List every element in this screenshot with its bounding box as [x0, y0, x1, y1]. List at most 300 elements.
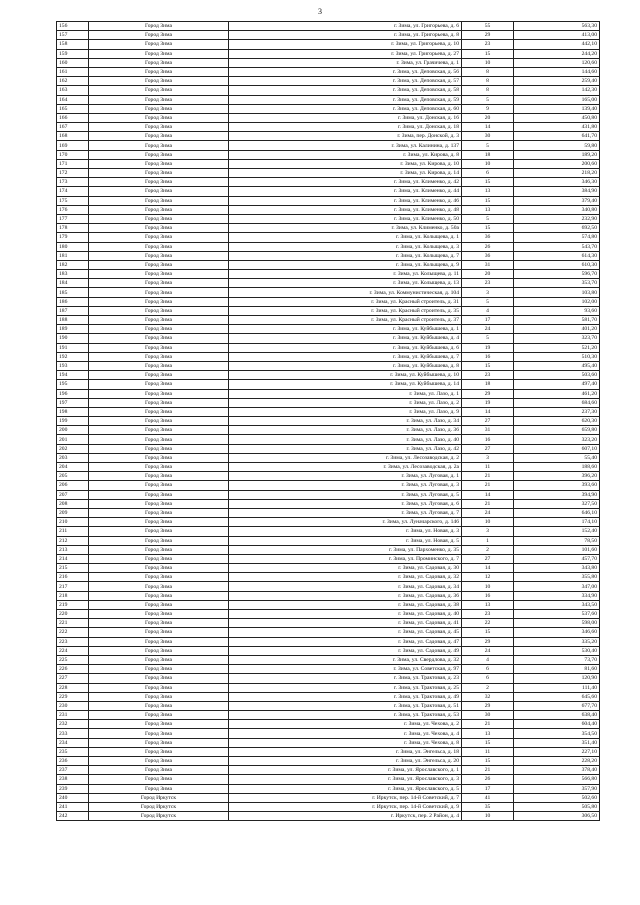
amount-cell: 401,20: [514, 325, 600, 334]
amount-cell: 244,20: [514, 49, 600, 58]
table-row: [57, 58, 600, 67]
amount-cell: 200,60: [514, 159, 600, 168]
table-row: [57, 481, 600, 490]
address-cell: г. Зима, ул. Ярославского, д. 5: [229, 784, 462, 793]
city-cell: Город Зима: [89, 132, 229, 141]
table-row: [57, 334, 600, 343]
amount-cell: 497,40: [514, 380, 600, 389]
amount-cell: 598,00: [514, 619, 600, 628]
quantity-cell: 12: [462, 573, 514, 582]
address-cell: г. Зима, ул. Григорьева, д. 10: [229, 40, 462, 49]
table-row: [57, 233, 600, 242]
table-row: [57, 22, 600, 31]
table-row: [57, 793, 600, 802]
row-number-cell: 197: [57, 398, 89, 407]
row-number-cell: 200: [57, 426, 89, 435]
amount-cell: 677,70: [514, 701, 600, 710]
table-row: [57, 564, 600, 573]
row-number-cell: 159: [57, 49, 89, 58]
row-number-cell: 219: [57, 600, 89, 609]
amount-cell: 335,20: [514, 637, 600, 646]
address-cell: г. Зима, ул. Энгельса, д. 20: [229, 757, 462, 766]
quantity-cell: 11: [462, 463, 514, 472]
address-cell: г. Зима, ул. Колыщева, д. 1: [229, 233, 462, 242]
row-number-cell: 182: [57, 260, 89, 269]
address-cell: г. Зима, ул. Трактовая, д. 25: [229, 683, 462, 692]
address-cell: г. Зима, ул. Свердлова, д. 32: [229, 655, 462, 664]
quantity-cell: 29: [462, 31, 514, 40]
city-cell: Город Зима: [89, 766, 229, 775]
city-cell: Город Зима: [89, 251, 229, 260]
quantity-cell: 1: [462, 536, 514, 545]
row-number-cell: 218: [57, 591, 89, 600]
city-cell: Город Зима: [89, 49, 229, 58]
table-row: [57, 380, 600, 389]
table-row: [57, 224, 600, 233]
address-cell: г. Зима, ул. Садовая, д. 49: [229, 646, 462, 655]
quantity-cell: 6: [462, 674, 514, 683]
amount-cell: 93,60: [514, 306, 600, 315]
amount-cell: 396,20: [514, 472, 600, 481]
address-cell: г. Зима, ул. Донская, д. 18: [229, 123, 462, 132]
row-number-cell: 161: [57, 67, 89, 76]
amount-cell: 502,60: [514, 793, 600, 802]
amount-cell: 563,30: [514, 22, 600, 31]
row-number-cell: 157: [57, 31, 89, 40]
quantity-cell: 26: [462, 242, 514, 251]
table-row: [57, 31, 600, 40]
quantity-cell: 5: [462, 297, 514, 306]
address-cell: г. Зима, ул. Кирова, д. 8: [229, 150, 462, 159]
table-row: [57, 86, 600, 95]
amount-cell: 174,10: [514, 518, 600, 527]
city-cell: Город Зима: [89, 674, 229, 683]
table-row: [57, 196, 600, 205]
table-row: [57, 711, 600, 720]
city-cell: Город Зима: [89, 380, 229, 389]
row-number-cell: 174: [57, 187, 89, 196]
city-cell: Город Зима: [89, 738, 229, 747]
table-row: [57, 77, 600, 86]
table-row: [57, 132, 600, 141]
address-cell: г. Зима, ул. Луговая, д. 5: [229, 490, 462, 499]
amount-cell: 442,10: [514, 40, 600, 49]
city-cell: Город Зима: [89, 536, 229, 545]
address-table: [56, 21, 600, 821]
address-cell: г. Зима, ул. Колыщева, д. 13: [229, 279, 462, 288]
amount-cell: 323,20: [514, 435, 600, 444]
amount-cell: 521,20: [514, 343, 600, 352]
row-number-cell: 205: [57, 472, 89, 481]
table-row: [57, 747, 600, 756]
city-cell: Город Зима: [89, 655, 229, 664]
table-row: [57, 646, 600, 655]
address-cell: г. Зима, ул. Куйбышева, д. 8: [229, 361, 462, 370]
row-number-cell: 177: [57, 214, 89, 223]
row-number-cell: 166: [57, 113, 89, 122]
quantity-cell: 15: [462, 628, 514, 637]
table-row: [57, 426, 600, 435]
row-number-cell: 238: [57, 775, 89, 784]
amount-cell: 188,60: [514, 463, 600, 472]
city-cell: Город Зима: [89, 527, 229, 536]
row-number-cell: 228: [57, 683, 89, 692]
address-cell: г. Зима, ул. Лесозаводская, д. 2а: [229, 463, 462, 472]
quantity-cell: 32: [462, 692, 514, 701]
address-cell: г. Зима, ул. Деповская, д. 59: [229, 95, 462, 104]
row-number-cell: 208: [57, 499, 89, 508]
row-number-cell: 163: [57, 86, 89, 95]
address-cell: г. Зима, ул. Чехова, д. 8: [229, 738, 462, 747]
row-number-cell: 220: [57, 610, 89, 619]
amount-cell: 646,10: [514, 508, 600, 517]
city-cell: Город Зима: [89, 361, 229, 370]
row-number-cell: 172: [57, 169, 89, 178]
quantity-cell: 3: [462, 288, 514, 297]
address-cell: г. Зима, ул. Лазо, д. 9: [229, 407, 462, 416]
city-cell: Город Зима: [89, 619, 229, 628]
city-cell: Город Зима: [89, 573, 229, 582]
amount-cell: 346,30: [514, 178, 600, 187]
city-cell: Город Зима: [89, 481, 229, 490]
city-cell: Город Зима: [89, 141, 229, 150]
table-row: [57, 508, 600, 517]
row-number-cell: 203: [57, 453, 89, 462]
quantity-cell: 23: [462, 279, 514, 288]
amount-cell: 340,80: [514, 205, 600, 214]
row-number-cell: 191: [57, 343, 89, 352]
city-cell: Город Зима: [89, 316, 229, 325]
address-cell: г. Зима, пер. Донской, д. 3: [229, 132, 462, 141]
row-number-cell: 237: [57, 766, 89, 775]
row-number-cell: 171: [57, 159, 89, 168]
row-number-cell: 188: [57, 316, 89, 325]
city-cell: Город Зима: [89, 775, 229, 784]
city-cell: Город Зима: [89, 187, 229, 196]
table-row: [57, 729, 600, 738]
table-row: [57, 674, 600, 683]
city-cell: Город Зима: [89, 279, 229, 288]
table-row: [57, 417, 600, 426]
amount-cell: 334,90: [514, 591, 600, 600]
amount-cell: 505,80: [514, 802, 600, 811]
city-cell: Город Зима: [89, 453, 229, 462]
address-cell: г. Зима, ул. Садовая, д. 34: [229, 582, 462, 591]
amount-cell: 379,40: [514, 196, 600, 205]
table-row: [57, 701, 600, 710]
amount-cell: 620,30: [514, 417, 600, 426]
city-cell: Город Зима: [89, 178, 229, 187]
address-cell: г. Зима, ул. Трактовая, д. 53: [229, 711, 462, 720]
city-cell: Город Зима: [89, 123, 229, 132]
amount-cell: 495,40: [514, 361, 600, 370]
amount-cell: 218,20: [514, 169, 600, 178]
quantity-cell: 21: [462, 720, 514, 729]
city-cell: Город Зима: [89, 169, 229, 178]
row-number-cell: 210: [57, 518, 89, 527]
address-cell: г. Зима, ул. Лесозаводская, д. 2: [229, 453, 462, 462]
quantity-cell: 4: [462, 655, 514, 664]
address-cell: г. Зима, ул. Кирова, д. 14: [229, 169, 462, 178]
city-cell: Город Зима: [89, 747, 229, 756]
row-number-cell: 167: [57, 123, 89, 132]
address-cell: г. Зима, ул. Клименко, д. 42: [229, 178, 462, 187]
amount-cell: 306,50: [514, 812, 600, 821]
row-number-cell: 176: [57, 205, 89, 214]
row-number-cell: 232: [57, 720, 89, 729]
city-cell: Город Зима: [89, 196, 229, 205]
quantity-cell: 35: [462, 802, 514, 811]
row-number-cell: 190: [57, 334, 89, 343]
table-row: [57, 398, 600, 407]
city-cell: Город Зима: [89, 159, 229, 168]
city-cell: Город Зима: [89, 31, 229, 40]
amount-cell: 144,60: [514, 67, 600, 76]
table-row: [57, 472, 600, 481]
quantity-cell: 11: [462, 747, 514, 756]
amount-cell: 351,40: [514, 738, 600, 747]
row-number-cell: 195: [57, 380, 89, 389]
table-row: [57, 389, 600, 398]
row-number-cell: 222: [57, 628, 89, 637]
quantity-cell: 27: [462, 444, 514, 453]
row-number-cell: 181: [57, 251, 89, 260]
quantity-cell: 6: [462, 665, 514, 674]
row-number-cell: 156: [57, 22, 89, 31]
city-cell: Город Зима: [89, 325, 229, 334]
table-row: [57, 812, 600, 821]
city-cell: Город Зима: [89, 729, 229, 738]
row-number-cell: 184: [57, 279, 89, 288]
table-row: [57, 738, 600, 747]
row-number-cell: 241: [57, 802, 89, 811]
row-number-cell: 201: [57, 435, 89, 444]
amount-cell: 638,40: [514, 711, 600, 720]
amount-cell: 102,00: [514, 297, 600, 306]
quantity-cell: 23: [462, 610, 514, 619]
amount-cell: 189,20: [514, 150, 600, 159]
table-row: [57, 499, 600, 508]
address-cell: г. Зима, ул. Лазо, д. 1: [229, 389, 462, 398]
row-number-cell: 196: [57, 389, 89, 398]
table-row: [57, 766, 600, 775]
quantity-cell: 16: [462, 435, 514, 444]
row-number-cell: 164: [57, 95, 89, 104]
row-number-cell: 186: [57, 297, 89, 306]
amount-cell: 413,00: [514, 31, 600, 40]
amount-cell: 152,40: [514, 527, 600, 536]
amount-cell: 101,60: [514, 545, 600, 554]
amount-cell: 614,30: [514, 251, 600, 260]
table-row: [57, 288, 600, 297]
amount-cell: 228,20: [514, 757, 600, 766]
city-cell: Город Иркутск: [89, 812, 229, 821]
table-row: [57, 297, 600, 306]
quantity-cell: 10: [462, 159, 514, 168]
address-cell: г. Зима, ул. Энгельса, д. 18: [229, 747, 462, 756]
address-cell: г. Зима, ул. Пархоменко, д. 35: [229, 545, 462, 554]
address-cell: г. Иркутск, пер. 2 Район, д. 4: [229, 812, 462, 821]
quantity-cell: 15: [462, 738, 514, 747]
quantity-cell: 5: [462, 214, 514, 223]
amount-cell: 692,50: [514, 224, 600, 233]
city-cell: Город Зима: [89, 582, 229, 591]
quantity-cell: 4: [462, 306, 514, 315]
city-cell: Город Зима: [89, 407, 229, 416]
quantity-cell: 6: [462, 169, 514, 178]
city-cell: Город Зима: [89, 86, 229, 95]
quantity-cell: 21: [462, 472, 514, 481]
table-row: [57, 600, 600, 609]
address-cell: г. Зима, ул. Трактовая, д. 23: [229, 674, 462, 683]
address-cell: г. Зима, ул. Красный строитель, д. 31: [229, 297, 462, 306]
row-number-cell: 199: [57, 417, 89, 426]
address-cell: г. Зима, ул. Садовая, д. 36: [229, 591, 462, 600]
table-row: [57, 784, 600, 793]
city-cell: Город Зима: [89, 499, 229, 508]
city-cell: Город Зима: [89, 205, 229, 214]
quantity-cell: 55: [462, 22, 514, 31]
row-number-cell: 158: [57, 40, 89, 49]
city-cell: Город Зима: [89, 150, 229, 159]
amount-cell: 354,50: [514, 729, 600, 738]
quantity-cell: 21: [462, 481, 514, 490]
quantity-cell: 26: [462, 775, 514, 784]
amount-cell: 394,90: [514, 490, 600, 499]
table-row: [57, 518, 600, 527]
address-cell: г. Зима, ул. Чехова, д. 4: [229, 729, 462, 738]
table-row: [57, 371, 600, 380]
quantity-cell: 31: [462, 426, 514, 435]
quantity-cell: 10: [462, 582, 514, 591]
table-row: [57, 113, 600, 122]
amount-cell: 537,60: [514, 610, 600, 619]
row-number-cell: 192: [57, 352, 89, 361]
city-cell: Город Зима: [89, 297, 229, 306]
address-cell: г. Зима, ул. Лазо, д. 2: [229, 398, 462, 407]
table-row: [57, 527, 600, 536]
amount-cell: 684,60: [514, 398, 600, 407]
table-row: [57, 343, 600, 352]
quantity-cell: 13: [462, 187, 514, 196]
city-cell: Город Зима: [89, 701, 229, 710]
table-row: [57, 490, 600, 499]
quantity-cell: 8: [462, 77, 514, 86]
table-row: [57, 692, 600, 701]
city-cell: Город Зима: [89, 389, 229, 398]
table-row: [57, 141, 600, 150]
amount-cell: 503,60: [514, 371, 600, 380]
table-row: [57, 619, 600, 628]
table-row: [57, 316, 600, 325]
city-cell: Город Зима: [89, 334, 229, 343]
amount-cell: 103,80: [514, 288, 600, 297]
quantity-cell: 30: [462, 132, 514, 141]
city-cell: Город Зима: [89, 683, 229, 692]
address-cell: г. Зима, ул. Клименко, д. 44: [229, 187, 462, 196]
quantity-cell: 21: [462, 766, 514, 775]
quantity-cell: 24: [462, 325, 514, 334]
city-cell: Город Зима: [89, 665, 229, 674]
row-number-cell: 217: [57, 582, 89, 591]
address-cell: г. Зима, ул. Лазо, д. 36: [229, 426, 462, 435]
row-number-cell: 180: [57, 242, 89, 251]
city-cell: Город Зима: [89, 104, 229, 113]
table-row: [57, 775, 600, 784]
amount-cell: 343,50: [514, 600, 600, 609]
city-cell: Город Зима: [89, 77, 229, 86]
quantity-cell: 16: [462, 352, 514, 361]
address-cell: г. Зима, ул. Ярославского, д. 1: [229, 766, 462, 775]
quantity-cell: 27: [462, 417, 514, 426]
city-cell: Город Зима: [89, 306, 229, 315]
table-row: [57, 554, 600, 563]
row-number-cell: 231: [57, 711, 89, 720]
table-row: [57, 306, 600, 315]
quantity-cell: 23: [462, 371, 514, 380]
row-number-cell: 240: [57, 793, 89, 802]
address-cell: г. Зима, ул. Луговая, д. 6: [229, 499, 462, 508]
amount-cell: 120,90: [514, 674, 600, 683]
amount-cell: 343,80: [514, 564, 600, 573]
address-cell: г. Зима, ул. Клименко, д. 50: [229, 214, 462, 223]
table-row: [57, 205, 600, 214]
quantity-cell: 3: [462, 453, 514, 462]
row-number-cell: 189: [57, 325, 89, 334]
quantity-cell: 18: [462, 380, 514, 389]
table-row: [57, 242, 600, 251]
amount-cell: 607,10: [514, 444, 600, 453]
table-row: [57, 123, 600, 132]
quantity-cell: 24: [462, 646, 514, 655]
table-row: [57, 150, 600, 159]
amount-cell: 461,20: [514, 389, 600, 398]
city-cell: Город Зима: [89, 214, 229, 223]
address-cell: г. Зима, ул. Колыщева, д. 9: [229, 260, 462, 269]
table-row: [57, 67, 600, 76]
quantity-cell: 15: [462, 224, 514, 233]
address-cell: г. Зима, ул. Деповская, д. 60: [229, 104, 462, 113]
city-cell: Город Зима: [89, 67, 229, 76]
address-cell: г. Зима, ул. Куйбышева, д. 7: [229, 352, 462, 361]
city-cell: Город Зима: [89, 545, 229, 554]
quantity-cell: 5: [462, 95, 514, 104]
quantity-cell: 19: [462, 398, 514, 407]
address-cell: г. Зима, ул. Калинина, д. 137: [229, 141, 462, 150]
row-number-cell: 168: [57, 132, 89, 141]
row-number-cell: 211: [57, 527, 89, 536]
table-row: [57, 444, 600, 453]
amount-cell: 327,50: [514, 499, 600, 508]
quantity-cell: 10: [462, 812, 514, 821]
city-cell: Город Зима: [89, 490, 229, 499]
table-row: [57, 757, 600, 766]
address-cell: г. Зима, ул. Садовая, д. 45: [229, 628, 462, 637]
quantity-cell: 10: [462, 518, 514, 527]
address-cell: г. Зима, ул. Григорьева, д. 8: [229, 31, 462, 40]
table-row: [57, 453, 600, 462]
amount-cell: 659,80: [514, 426, 600, 435]
city-cell: Город Зима: [89, 720, 229, 729]
address-cell: г. Зима, ул. Лазо, д. 34: [229, 417, 462, 426]
city-cell: Город Зима: [89, 371, 229, 380]
city-cell: Город Иркутск: [89, 802, 229, 811]
city-cell: Город Зима: [89, 270, 229, 279]
amount-cell: 384,90: [514, 187, 600, 196]
amount-cell: 543,70: [514, 242, 600, 251]
amount-cell: 165,00: [514, 95, 600, 104]
address-cell: г. Зима, ул. Чехова, д. 2: [229, 720, 462, 729]
